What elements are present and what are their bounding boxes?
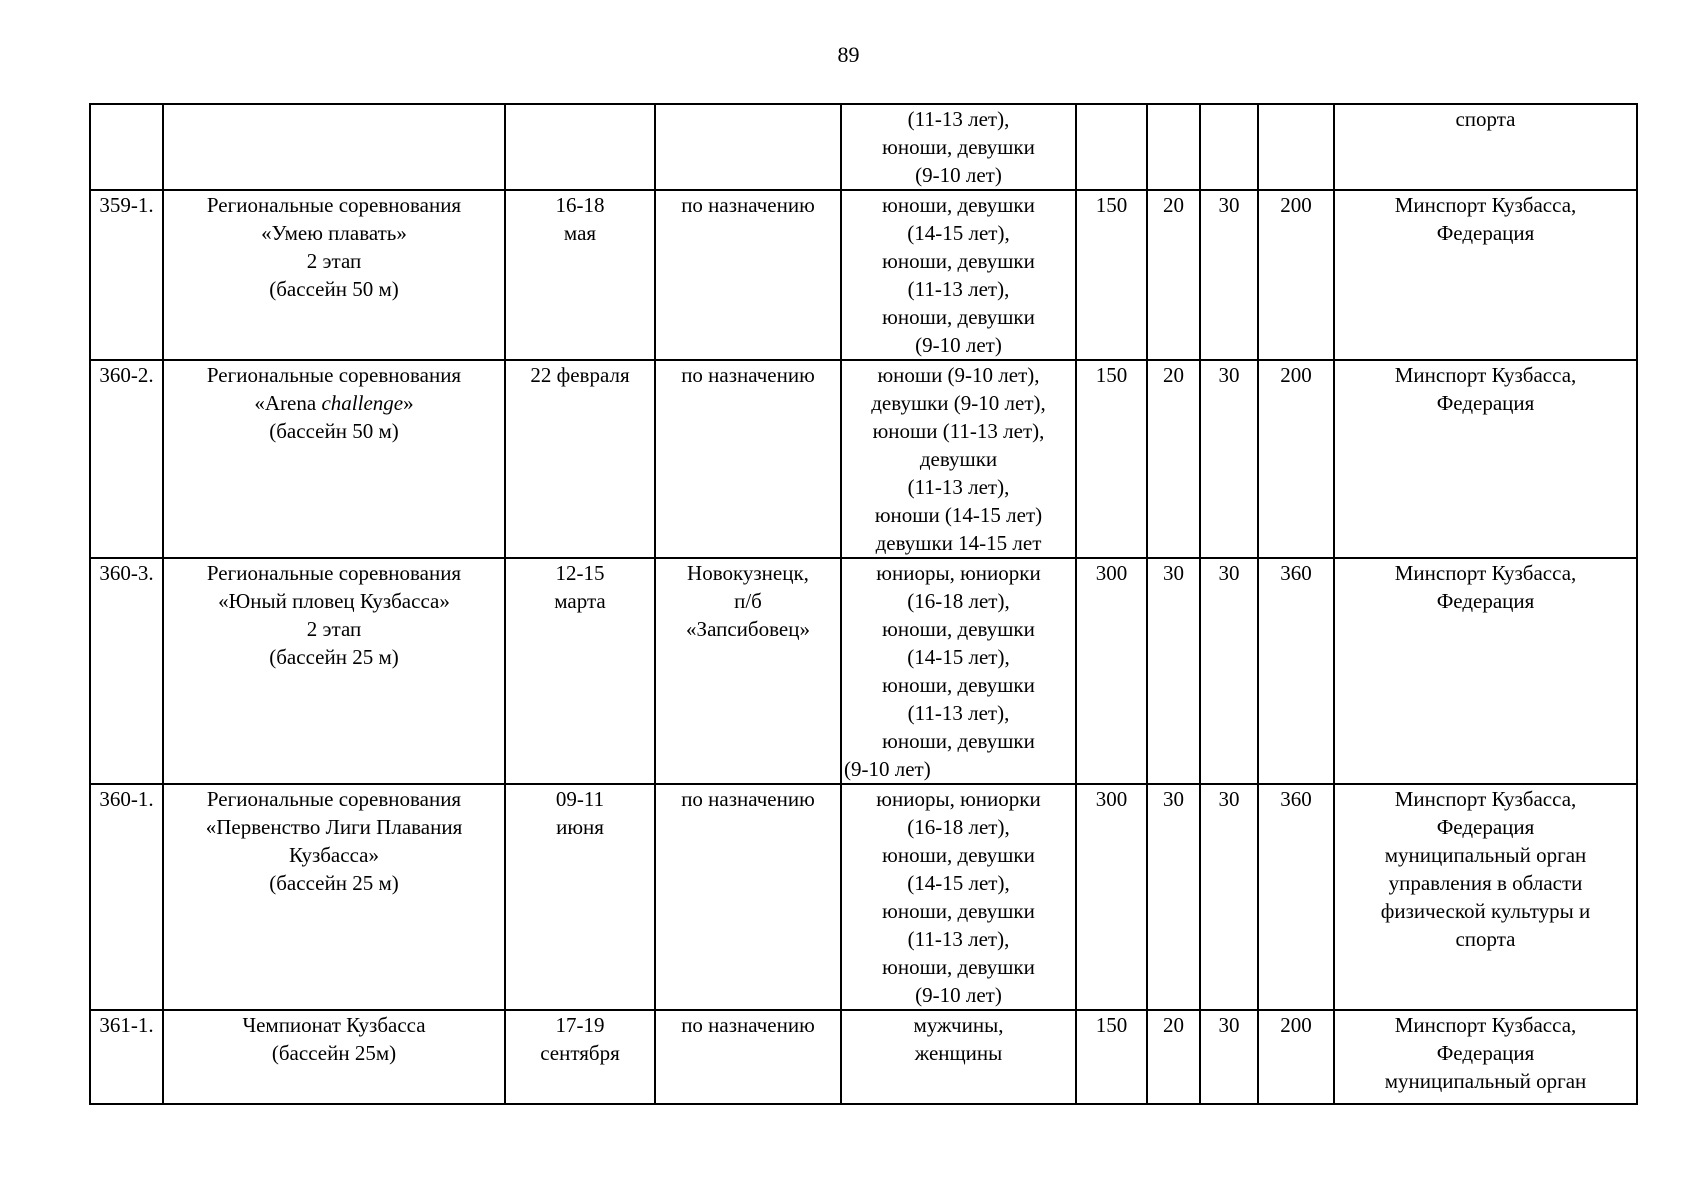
event-name: Региональные соревнования «Умею плавать» 2 этап (бассейн 50 м) (163, 190, 505, 360)
event-name (163, 360, 505, 558)
event-participants: юниоры, юниорки (16-18 лет), юноши, девушки (14-15 лет), юноши, девушки (11-13 лет), юноши, девушки (9-10 лет) (841, 784, 1076, 1010)
count-3: 30 (1200, 784, 1258, 1010)
event-name: Чемпионат Кузбасса (бассейн 25м) (163, 1010, 505, 1104)
event-organizer: Минспорт Кузбасса, Федерация (1334, 558, 1637, 784)
row-number: 359-1. (90, 190, 163, 360)
event-dates: 17-19 сентября (505, 1010, 655, 1104)
row-number: 360-2. (90, 360, 163, 558)
event-organizer: Минспорт Кузбасса, Федерация (1334, 360, 1637, 558)
participants-last-line: (9-10 лет) (844, 757, 931, 781)
event-dates: 09-11 июня (505, 784, 655, 1010)
count-total: 360 (1258, 558, 1334, 784)
count-total (1258, 104, 1334, 190)
event-dates (505, 104, 655, 190)
count-2: 30 (1147, 784, 1200, 1010)
event-name-post: » (403, 391, 414, 415)
event-place (655, 104, 841, 190)
event-name-italic: challenge (321, 391, 404, 415)
count-1: 150 (1076, 1010, 1147, 1104)
row-number: 361-1. (90, 1010, 163, 1104)
count-total: 200 (1258, 360, 1334, 558)
count-2: 20 (1147, 360, 1200, 558)
page-number: 89 (837, 42, 860, 67)
count-total: 200 (1258, 1010, 1334, 1104)
event-name (163, 104, 505, 190)
table-row (90, 190, 1637, 360)
participants-text: юниоры, юниорки (16-18 лет), юноши, девушки (14-15 лет), юноши, девушки (11-13 лет), юноши, девушки (876, 561, 1041, 753)
event-organizer: Минспорт Кузбасса, Федерация (1334, 190, 1637, 360)
count-1: 300 (1076, 558, 1147, 784)
count-1: 300 (1076, 784, 1147, 1010)
table-row (90, 360, 1637, 558)
row-number: 360-1. (90, 784, 163, 1010)
event-organizer: Минспорт Кузбасса, Федерация муниципальный орган (1334, 1010, 1637, 1104)
count-3 (1200, 104, 1258, 190)
event-name-line: Региональные соревнования (206, 363, 462, 387)
event-name: Региональные соревнования «Юный пловец Кузбасса» 2 этап (бассейн 25 м) (163, 558, 505, 784)
count-total: 360 (1258, 784, 1334, 1010)
event-dates: 12-15 марта (505, 558, 655, 784)
table-row (90, 558, 1637, 784)
count-2: 20 (1147, 1010, 1200, 1104)
event-place: по назначению (655, 360, 841, 558)
event-name-pre: «Arena (254, 391, 322, 415)
table-row (90, 104, 1637, 190)
count-1: 150 (1076, 190, 1147, 360)
event-participants: мужчины, женщины (841, 1010, 1076, 1104)
event-place: Новокузнецк, п/б «Запсибовец» (655, 558, 841, 784)
count-2: 30 (1147, 558, 1200, 784)
event-name: Региональные соревнования «Первенство Лиги Плавания Кузбасса» (бассейн 25 м) (163, 784, 505, 1010)
count-3: 30 (1200, 1010, 1258, 1104)
event-place: по назначению (655, 784, 841, 1010)
table-row (90, 784, 1637, 1010)
event-organizer: спорта (1334, 104, 1637, 190)
event-participants: юноши, девушки (14-15 лет), юноши, девушки (11-13 лет), юноши, девушки (9-10 лет) (841, 190, 1076, 360)
table-row (90, 1010, 1637, 1104)
event-place: по назначению (655, 1010, 841, 1104)
count-3: 30 (1200, 558, 1258, 784)
event-name-line: (бассейн 50 м) (269, 419, 399, 443)
count-3: 30 (1200, 190, 1258, 360)
event-participants: (11-13 лет), юноши, девушки (9-10 лет) (841, 104, 1076, 190)
event-participants: юноши (9-10 лет), девушки (9-10 лет), юноши (11-13 лет), девушки (11-13 лет), юноши (14-15 лет) девушки 14-15 лет (841, 360, 1076, 558)
event-place: по назначению (655, 190, 841, 360)
count-1 (1076, 104, 1147, 190)
count-3: 30 (1200, 360, 1258, 558)
event-organizer: Минспорт Кузбасса, Федерация муниципальный орган управления в области физической культуры и спорта (1334, 784, 1637, 1010)
count-2: 20 (1147, 190, 1200, 360)
events-table (89, 103, 1638, 1105)
event-participants (841, 558, 1076, 784)
count-2 (1147, 104, 1200, 190)
count-1: 150 (1076, 360, 1147, 558)
row-number: 360-3. (90, 558, 163, 784)
row-number (90, 104, 163, 190)
event-dates: 16-18 мая (505, 190, 655, 360)
event-dates: 22 февраля (505, 360, 655, 558)
count-total: 200 (1258, 190, 1334, 360)
